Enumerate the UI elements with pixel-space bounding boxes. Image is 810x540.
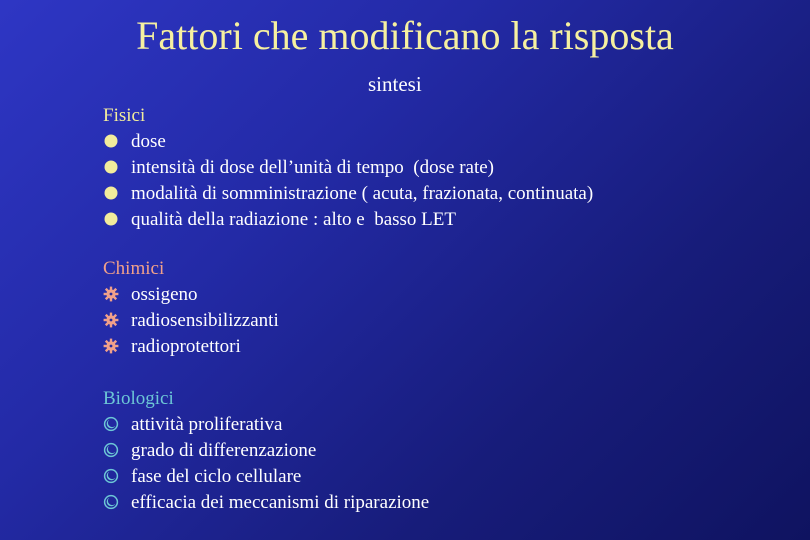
slide-title: Fattori che modificano la risposta: [136, 13, 674, 58]
list-item-text: modalità di somministrazione ( acuta, frazionata, continuata): [131, 183, 594, 204]
group-biologici: [103, 386, 429, 516]
group-fisici: [103, 103, 593, 233]
list-item-text: radioprotettori: [131, 336, 241, 357]
list-item-text: intensità di dose dell’unità di tempo (dose rate): [131, 157, 495, 178]
list-item-text: ossigeno: [131, 284, 198, 305]
list-item: [103, 282, 279, 308]
filled-circle-bullet-icon: [103, 207, 131, 233]
crescent-circle-bullet-icon: [103, 438, 131, 464]
list-item-text: grado di differenzazione: [131, 440, 317, 461]
gear-bullet-icon: [103, 334, 131, 360]
group-heading-chimici: Chimici: [103, 258, 165, 279]
filled-circle-bullet-icon: [103, 129, 131, 155]
list-item-text: fase del ciclo cellulare: [131, 466, 302, 487]
slide-subtitle: sintesi: [368, 72, 422, 96]
list-item: [103, 155, 593, 181]
list-item: [103, 207, 593, 233]
crescent-circle-bullet-icon: [103, 464, 131, 490]
filled-circle-bullet-icon: [103, 181, 131, 207]
list-item-text: radiosensibilizzanti: [131, 310, 279, 331]
filled-circle-bullet-icon: [103, 155, 131, 181]
group-chimici: [103, 256, 279, 360]
list-item: [103, 334, 279, 360]
crescent-circle-bullet-icon: [103, 412, 131, 438]
list-item: [103, 308, 279, 334]
group-heading-fisici: Fisici: [103, 105, 146, 126]
list-item: [103, 412, 429, 438]
list-item-text: dose: [131, 131, 166, 152]
list-item: [103, 181, 593, 207]
list-item-text: efficacia dei meccanismi di riparazione: [131, 492, 430, 513]
list-item: [103, 490, 429, 516]
gear-bullet-icon: [103, 282, 131, 308]
list-item: [103, 464, 429, 490]
group-heading-biologici: Biologici: [103, 388, 174, 409]
crescent-circle-bullet-icon: [103, 490, 131, 516]
list-item-text: qualità della radiazione : alto e basso LET: [131, 209, 456, 230]
gear-bullet-icon: [103, 308, 131, 334]
list-item: [103, 438, 429, 464]
list-item-text: attività proliferativa: [131, 414, 283, 435]
list-item: [103, 129, 593, 155]
